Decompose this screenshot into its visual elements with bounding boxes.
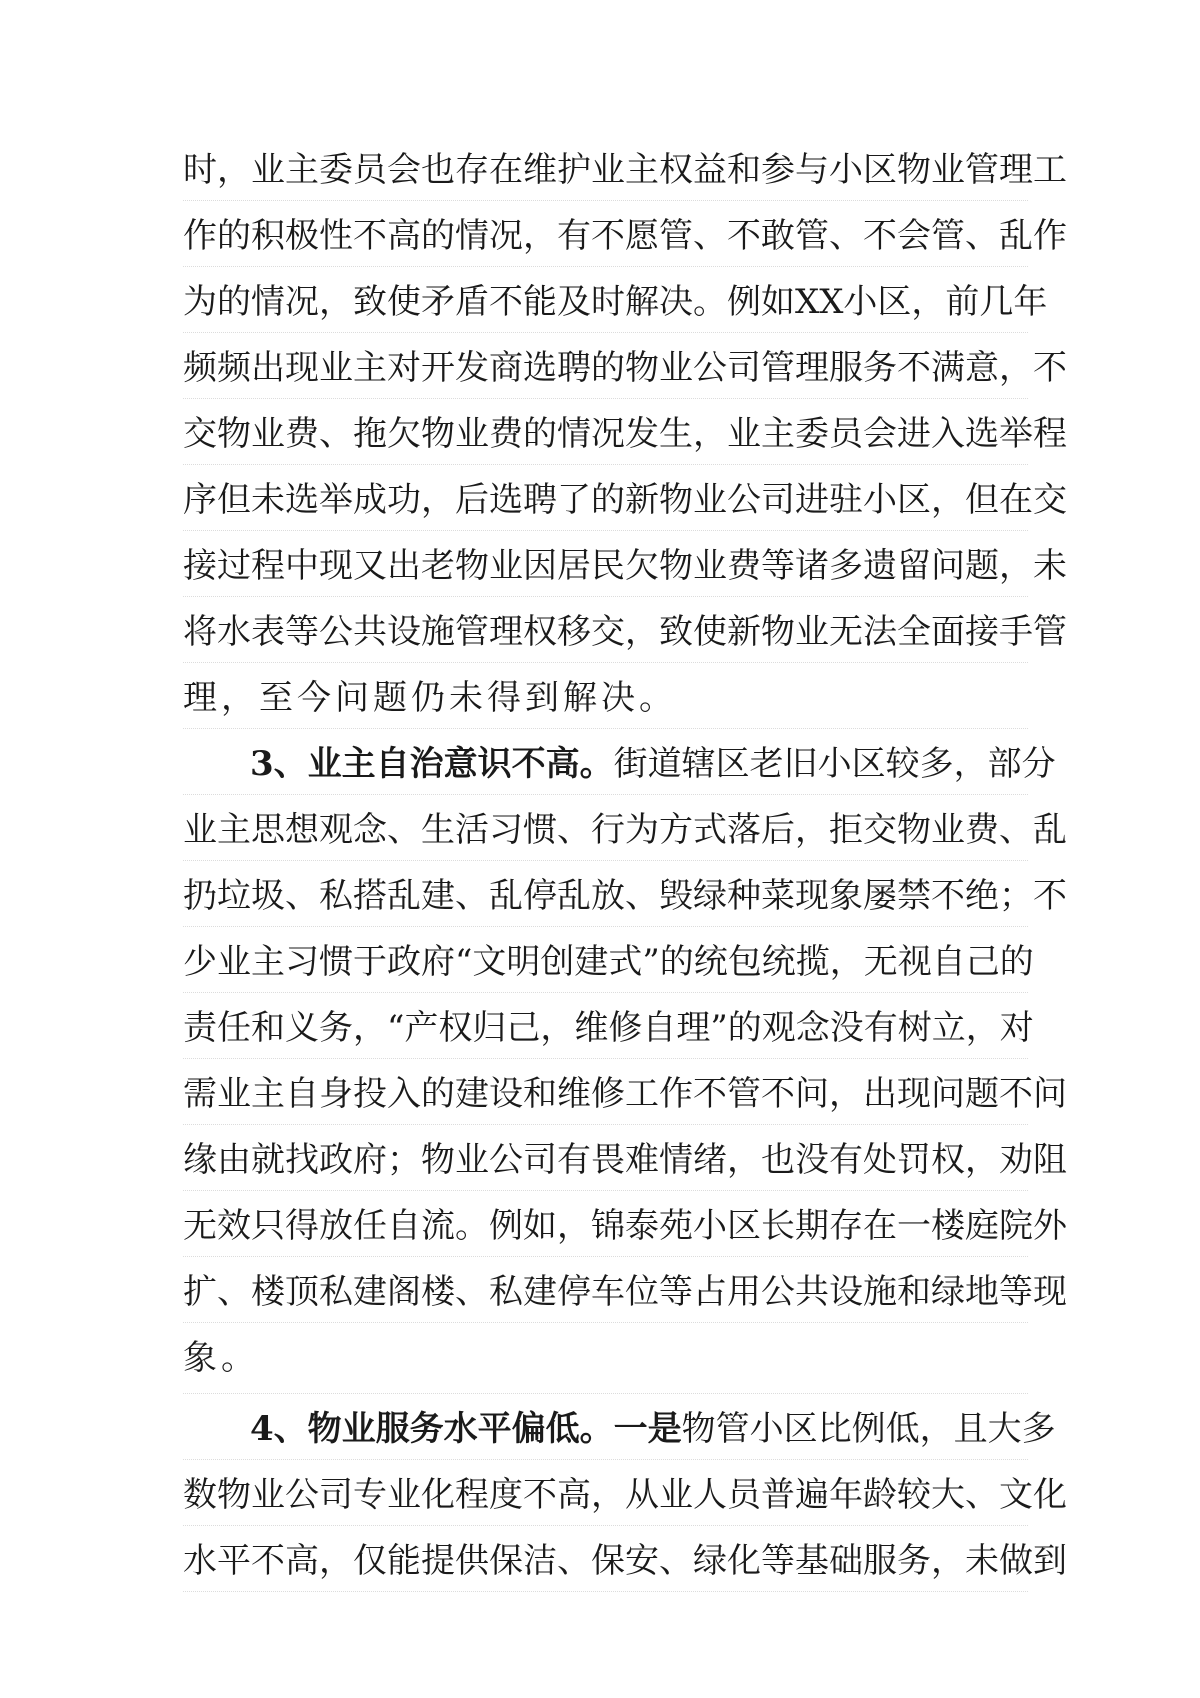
grid-line xyxy=(183,1459,1028,1460)
paragraph-line: 少业主习惯于政府“文明创建式”的统包统揽，无视自己的 xyxy=(183,942,1034,982)
grid-line xyxy=(183,992,1028,993)
grid-line xyxy=(183,1058,1028,1059)
grid-line xyxy=(183,1322,1028,1323)
section-4-first-line xyxy=(250,1396,1056,1462)
grid-line xyxy=(183,662,1028,663)
section-3-heading: 3、业主自治意识不高。 xyxy=(250,744,614,784)
paragraph-line: 序但未选举成功，后选聘了的新物业公司进驻小区，但在交 xyxy=(183,480,1067,520)
section-4-heading: 4、物业服务水平偏低。 xyxy=(250,1409,614,1449)
section-3-first-line xyxy=(250,731,1056,797)
grid-line xyxy=(183,332,1028,333)
grid-line xyxy=(183,1124,1028,1125)
grid-line xyxy=(183,860,1028,861)
grid-line xyxy=(183,200,1028,201)
grid-line xyxy=(183,1525,1028,1526)
grid-line xyxy=(183,1256,1028,1257)
grid-line xyxy=(183,728,1028,729)
grid-line xyxy=(183,530,1028,531)
grid-line xyxy=(183,1190,1028,1191)
grid-line xyxy=(183,926,1028,927)
section-3-first-text: 街道辖区老旧小区较多，部分 xyxy=(613,744,1056,784)
grid-line xyxy=(183,1591,1028,1592)
paragraph-line: 需业主自身投入的建设和维修工作不管不问，出现问题不问 xyxy=(183,1074,1067,1114)
section-4-first-text: 物管小区比例低，且大多 xyxy=(681,1409,1056,1449)
paragraph-line: 水平不高，仅能提供保洁、保安、绿化等基础服务，未做到 xyxy=(183,1541,1067,1581)
section-4-lead: 一是 xyxy=(613,1409,682,1449)
paragraph-line: 缘由就找政府；物业公司有畏难情绪，也没有处罚权，劝阻 xyxy=(183,1140,1067,1180)
paragraph-line: 责任和义务，“产权归己，维修自理”的观念没有树立，对 xyxy=(183,1008,1034,1048)
grid-line xyxy=(183,596,1028,597)
paragraph-line: 扔垃圾、私搭乱建、乱停乱放、毁绿种菜现象屡禁不绝；不 xyxy=(183,876,1067,916)
paragraph-line: 将水表等公共设施管理权移交，致使新物业无法全面接手管 xyxy=(183,612,1067,652)
grid-line xyxy=(183,398,1028,399)
paragraph-line: 时，业主委员会也存在维护业主权益和参与小区物业管理工 xyxy=(183,150,1067,190)
paragraph-line: 接过程中现又出老物业因居民欠物业费等诸多遗留问题，未 xyxy=(183,546,1067,586)
paragraph-line: 业主思想观念、生活习惯、行为方式落后，拒交物业费、乱 xyxy=(183,810,1067,850)
paragraph-line: 扩、楼顶私建阁楼、私建停车位等占用公共设施和绿地等现 xyxy=(183,1272,1067,1312)
grid-line xyxy=(183,794,1028,795)
paragraph-line: 作的积极性不高的情况，有不愿管、不敢管、不会管、乱作 xyxy=(183,216,1067,256)
paragraph-line: 交物业费、拖欠物业费的情况发生，业主委员会进入选举程 xyxy=(183,414,1067,454)
paragraph-line: 为的情况，致使矛盾不能及时解决。例如XX小区，前几年 xyxy=(183,282,1048,322)
paragraph-line: 数物业公司专业化程度不高，从业人员普遍年龄较大、文化 xyxy=(183,1475,1067,1515)
paragraph-line: 理，至今问题仍未得到解决。 xyxy=(183,678,677,718)
paragraph-line: 无效只得放任自流。例如，锦泰苑小区长期存在一楼庭院外 xyxy=(183,1206,1067,1246)
grid-line xyxy=(183,266,1028,267)
grid-line xyxy=(183,464,1028,465)
paragraph-line: 频频出现业主对开发商选聘的物业公司管理服务不满意，不 xyxy=(183,348,1067,388)
grid-line xyxy=(183,1393,1028,1394)
paragraph-line: 象。 xyxy=(183,1338,259,1378)
